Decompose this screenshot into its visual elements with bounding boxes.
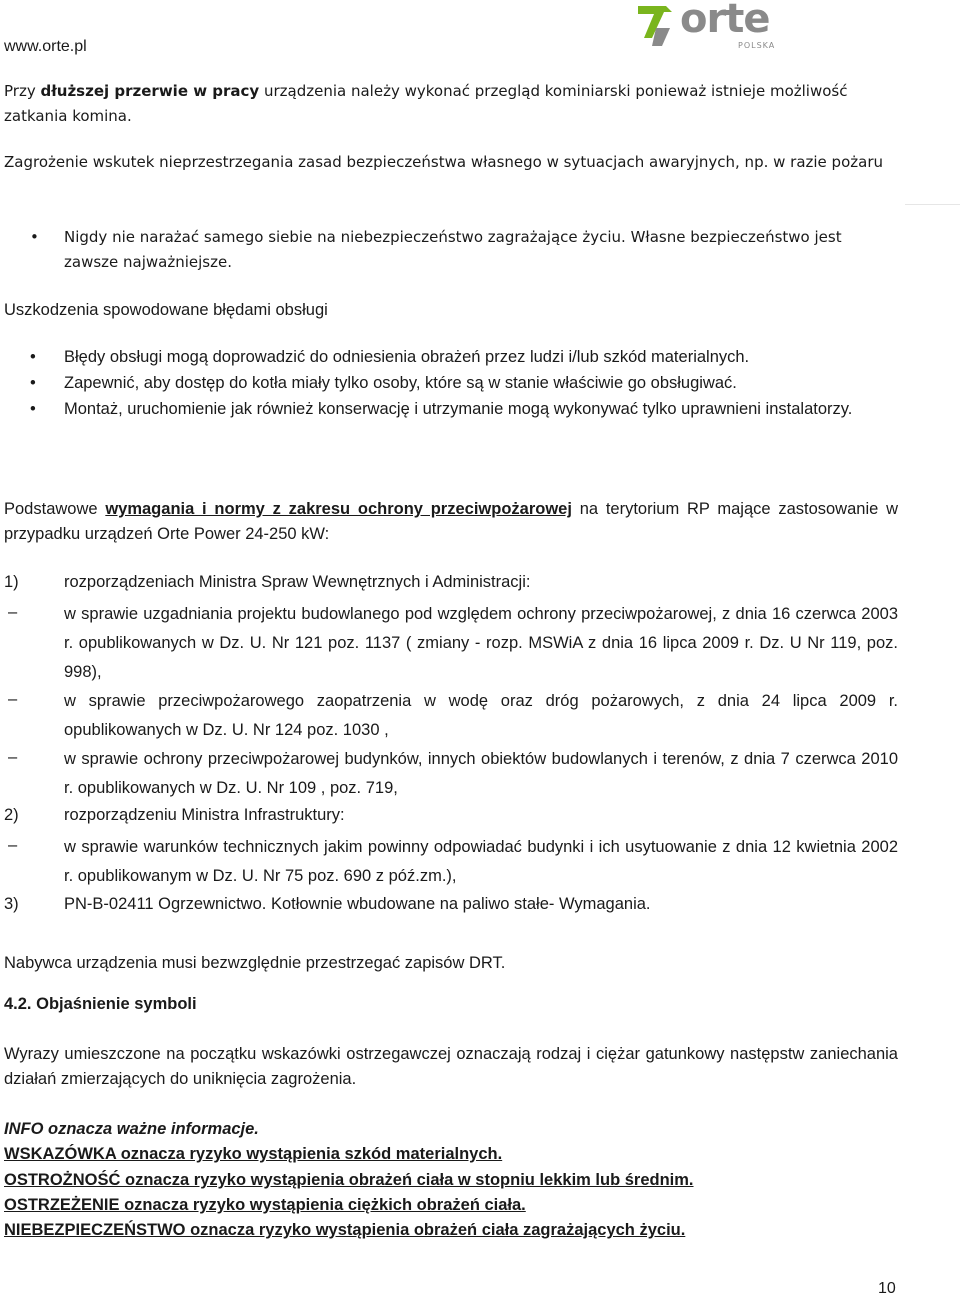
intro-bold: dłuższej przerwie w pracy [40, 82, 260, 100]
symbol-wskazowka: WSKAZÓWKA oznacza ryzyko wystąpienia szkód materialnych. [4, 1145, 503, 1163]
margin-line [905, 204, 960, 205]
list-item: w sprawie warunków technicznych jakim powinny odpowiadać budynki i ich usytuowanie z dnia 12 kwietnia 2002 r. opublikowanym w Dz. U. Nr 75 poz. 690 z póź.zm.), [64, 838, 898, 885]
symbol-ostrzezenie: OSTRZEŻENIE oznacza ryzyko wystąpienia ciężkich obrażeń ciała. [4, 1196, 526, 1214]
symbol-info: INFO oznacza ważne informacje. [4, 1120, 259, 1138]
list-number: 1) [4, 573, 19, 591]
list-item: rozporządzeniu Ministra Infrastruktury: [64, 806, 345, 824]
req-bold: wymagania i normy z zakresu ochrony przeciwpożarowej [105, 500, 572, 518]
bullet: • [30, 374, 36, 392]
intro-post: urządzenia należy wykonać przegląd kominiarski ponieważ istnieje możliwość zatkania komina. [4, 82, 848, 125]
dash: – [8, 603, 18, 621]
bullet: • [30, 228, 39, 246]
damage-heading: Uszkodzenia spowodowane błędami obsługi [4, 301, 328, 319]
bullet: • [30, 348, 36, 366]
req-post: na terytorium RP mające zastosowanie w przypadku urządzeń Orte Power 24-250 kW: [4, 500, 898, 543]
intro-pre: Przy [4, 82, 41, 100]
dash: – [8, 836, 18, 854]
req-pre: Podstawowe [4, 500, 106, 518]
intro-paragraph [4, 79, 897, 129]
damage-item: Błędy obsługi mogą doprowadzić do odniesienia obrażeń przez ludzi i/lub szkód materialnych. [64, 348, 750, 366]
page-number: 10 [878, 1280, 896, 1297]
list-number: 3) [4, 895, 19, 913]
list-number: 2) [4, 806, 19, 824]
list-item: rozporządzeniach Ministra Spraw Wewnętrznych i Administracji: [64, 573, 531, 591]
danger-fire-item: Nigdy nie narażać samego siebie na niebezpieczeństwo zagrażające życiu. Własne bezpieczeństwo jest zawsze najważniejsze. [64, 228, 842, 271]
section-text: Wyrazy umieszczone na początku wskazówki ostrzegawczej oznaczają rodzaj i ciężar gatunkowy następstw zaniechania działań zmierzających do uniknięcia zagrożenia. [4, 1045, 898, 1088]
symbol-ostroznosc: OSTROŻNOŚĆ oznacza ryzyko wystąpienia obrażeń ciała w stopniu lekkim lub średnim. [4, 1171, 694, 1189]
danger-fire-heading: Zagrożenie wskutek nieprzestrzegania zasad bezpieczeństwa własnego w sytuacjach awaryjnych, np. w razie pożaru [4, 153, 883, 171]
list-item: w sprawie przeciwpożarowego zaopatrzenia w wodę oraz dróg pożarowych, z dnia 24 lipca 2009 r. opublikowanych w Dz. U. Nr 124 poz. 1030 , [64, 692, 898, 739]
dash: – [8, 748, 18, 766]
dash: – [8, 690, 18, 708]
damage-item: Montaż, uruchomienie jak również konserwację i utrzymanie mogą wykonywać tylko uprawnieni instalatorzy. [64, 400, 853, 418]
orte-logo [636, 2, 781, 54]
section-heading: 4.2. Objaśnienie symboli [4, 995, 197, 1013]
list-item: w sprawie ochrony przeciwpożarowej budynków, innych obiektów budowlanych i terenów, z dnia 7 czerwca 2010 r. opublikowanych w Dz. U. Nr 109 , poz. 719, [64, 750, 898, 797]
logo-text: orte [680, 0, 770, 42]
list-item: PN-B-02411 Ogrzewnictwo. Kotłownie wbudowane na paliwo stałe- Wymagania. [64, 895, 651, 913]
damage-item: Zapewnić, aby dostęp do kotła miały tylko osoby, które są w stanie właściwie go obsługiwać. [64, 374, 737, 392]
symbol-niebezpieczenstwo: NIEBEZPIECZEŃSTWO oznacza ryzyko wystąpienia obrażeń ciała zagrażających życiu. [4, 1221, 686, 1239]
drt-note: Nabywca urządzenia musi bezwzględnie przestrzegać zapisów DRT. [4, 954, 506, 972]
requirements-paragraph [4, 497, 898, 547]
site-url[interactable]: www.orte.pl [4, 38, 87, 55]
logo-subtext: POLSKA [738, 41, 776, 50]
list-item: w sprawie uzgadniania projektu budowlanego pod względem ochrony przeciwpożarowej, z dnia 16 czerwca 2003 r. opublikowanych w Dz. U. Nr 121 poz. 1137 ( zmiany - rozp. MSWiA z dnia 16 lipca 2009 r. Dz. U Nr 119, poz. 998), [64, 605, 898, 681]
bullet: • [30, 400, 36, 418]
